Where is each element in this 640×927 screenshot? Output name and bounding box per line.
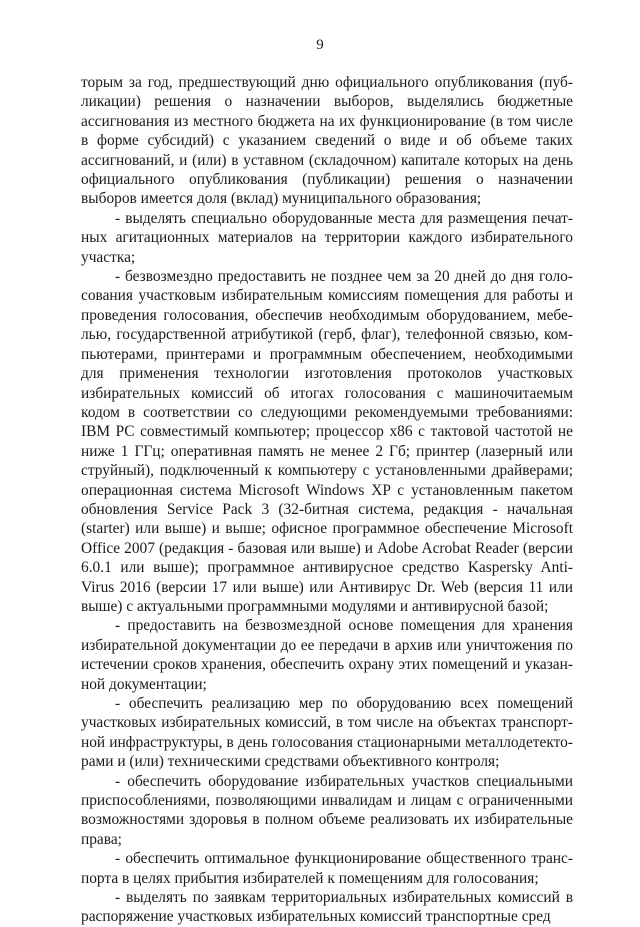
document-body <box>81 73 573 927</box>
page-number: 9 <box>316 37 324 53</box>
paragraph-public-transport: - обеспечить оптимальное функционирование общественного транспорта в целях прибытия избирателей к помещениям для голосования; <box>81 850 573 887</box>
paragraph-premises-equipment: - безвозмездно предоставить не позднее чем за 20 дней до дня голосования участковым избирательным комиссиям помещения для работы и проведения голосования, обеспечив необходимым оборудованием, мебелью, государственной атрибутикой (герб, флаг), телефонной связью, компьютерами, принтерами и программным обеспечением, необходимыми для применения технологии изготовления протоколов участковых избирательных комиссий об итогах голосования с машиночитаемым кодом в соответствии со следующими рекомендуемыми требованиями: IBM PC совместимый компьютер; процессор x86 с тактовой частотой не ниже 1 ГГц; оперативная память не менее 2 Гб; принтер (лазерный или струйный), подключенный к компьютеру с установленными драйверами; операционная система Microsoft Windows XP с установленным пакетом обновления Service Pack 3 (32-битная система, редакция - начальная (starter) или выше) и выше; офисное программное обеспечение Microsoft Office 2007 (редакция - базовая или выше) и Adobe Acrobat Reader (версии 6.0.1 или выше); программное антивирусное средство Kaspersky Anti-Virus 2016 (версии 17 или выше) или Антивирус Dr. Web (версия 11 или выше) с актуальными программными модулями и антивирусной базой; <box>81 268 573 615</box>
paragraph-document-storage: - предоставить на безвозмездной основе помещения для хранения избирательной документации до ее передачи в архив или уничтожения по истечении сроков хранения, обеспечить охрану этих помещений и указанной документации; <box>81 617 573 693</box>
paragraph-continuation: торым за год, предшествующий дню официального опубликования (публикации) решения о назначении выборов, выделялись бюджетные ассигнования из местного бюджета на их функционирование (в том числе в форме субсидий) с указанием сведений о виде и об объеме таких ассигнований, и (или) в уставном (складочном) капитале которых на день официального опубликования (публикации) решения о назначении выборов имеется доля (вклад) муниципального образования; <box>81 74 573 208</box>
paragraph-vehicles: - выделять по заявкам территориальных избирательных комиссий в распоряжение участковых избирательных комиссий транспортные сред <box>81 889 573 926</box>
paragraph-accessibility: - обеспечить оборудование избирательных участков специальными приспособлениями, позволяющими инвалидам и лицам с ограниченными возможностями здоровья в полном объеме реализовать их избирательные права; <box>81 772 573 848</box>
paragraph-metal-detectors: - обеспечить реализацию мер по оборудованию всех помещений участковых избирательных комиссий, в том числе на объектах транспортной инфраструктуры, в день голосования стационарными металлодетекторами и (или) техническими средствами объективного контроля; <box>81 695 573 771</box>
paragraph-agitation-places: - выделять специально оборудованные места для размещения печатных агитационных материалов на территории каждого избирательного участка; <box>81 209 573 266</box>
